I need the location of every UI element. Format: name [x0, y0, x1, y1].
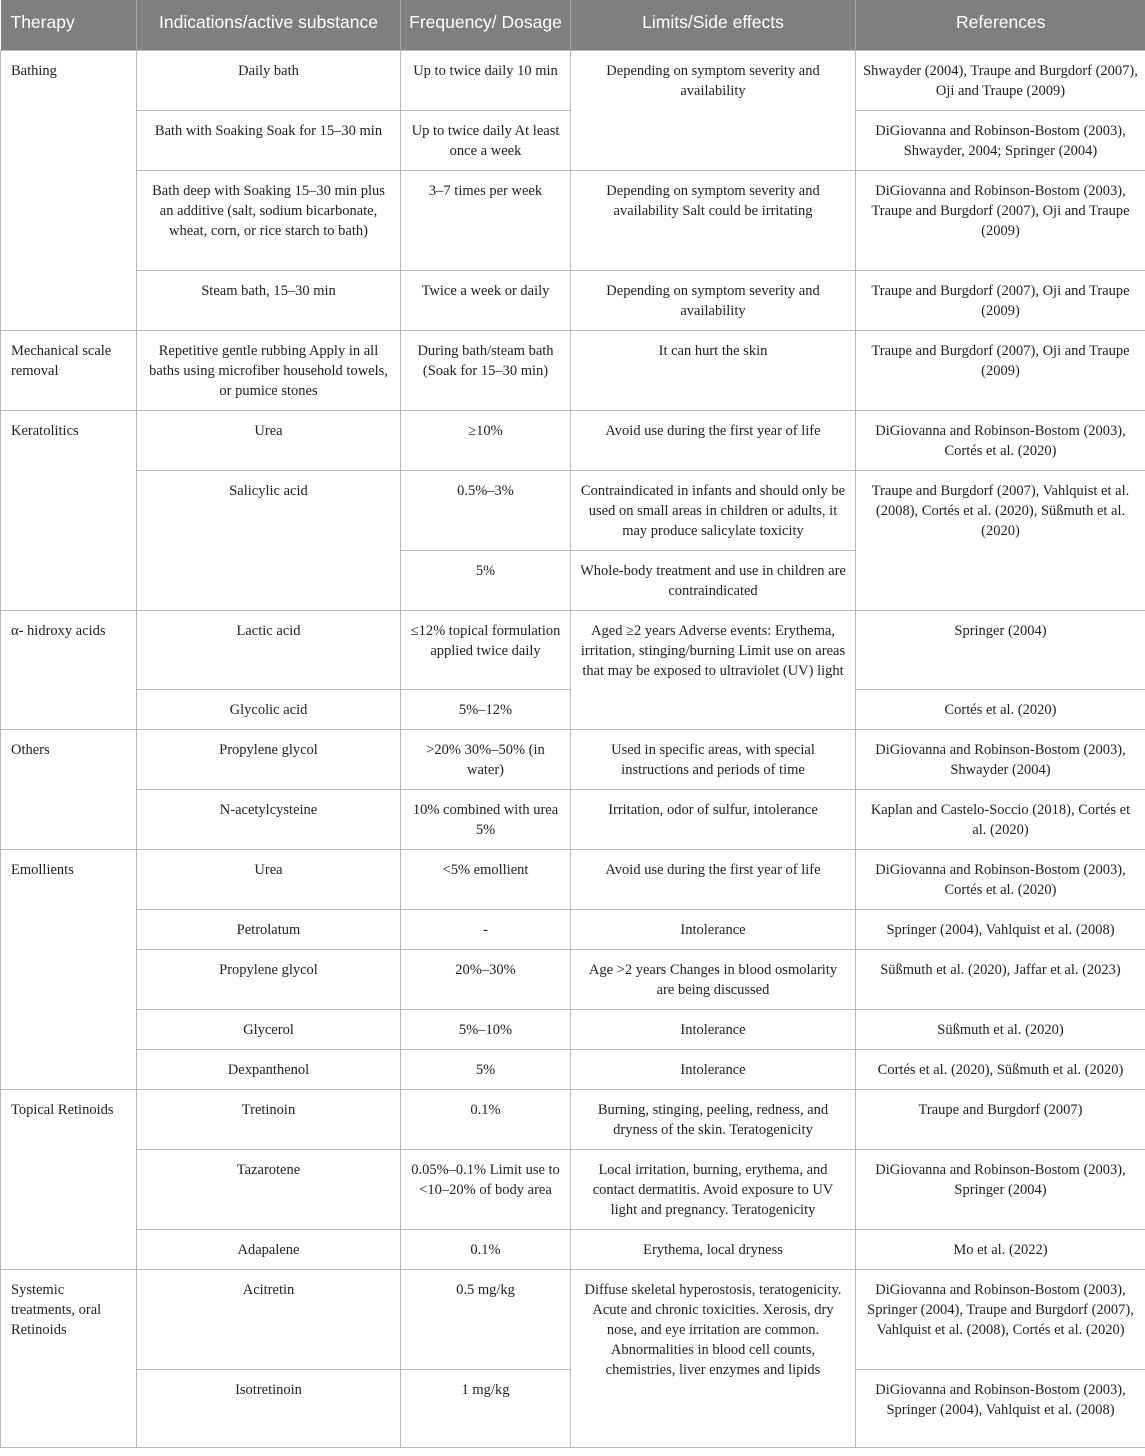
- references-cell: Springer (2004), Vahlquist et al. (2008): [856, 909, 1145, 949]
- therapy-cell: Emollients: [1, 849, 137, 1089]
- table-row: [1, 50, 1145, 110]
- table-row: [1, 330, 1145, 410]
- limits-cell: Intolerance: [571, 1049, 856, 1089]
- table-row: [1, 1009, 1145, 1049]
- limits-cell: Age >2 years Changes in blood osmolarity are being discussed: [571, 949, 856, 1009]
- table-row: [1, 470, 1145, 550]
- table-row: [1, 789, 1145, 849]
- therapy-cell: α- hidroxy acids: [1, 610, 137, 729]
- dosage-cell: During bath/steam bath (Soak for 15–30 min): [401, 330, 571, 410]
- table-row: [1, 410, 1145, 470]
- table-row: [1, 849, 1145, 909]
- table-row: [1, 1229, 1145, 1269]
- dosage-cell: 0.5 mg/kg: [401, 1269, 571, 1369]
- therapy-cell: Topical Retinoids: [1, 1089, 137, 1269]
- table-row: [1, 729, 1145, 789]
- dosage-cell: ≤12% topical formulation applied twice daily: [401, 610, 571, 689]
- dosage-cell: 5%–10%: [401, 1009, 571, 1049]
- dosage-cell: 5%–12%: [401, 689, 571, 729]
- dosage-cell: 5%: [401, 1049, 571, 1089]
- references-cell: DiGiovanna and Robinson-Bostom (2003), Traupe and Burgdorf (2007), Oji and Traupe (2009): [856, 170, 1145, 270]
- limits-cell: Contraindicated in infants and should only be used on small areas in children or adults, it may produce salicylate toxicity: [571, 470, 856, 550]
- therapy-cell: Mechanical scale removal: [1, 330, 137, 410]
- references-cell: DiGiovanna and Robinson-Bostom (2003), Springer (2004): [856, 1149, 1145, 1229]
- indication-cell: Urea: [137, 849, 401, 909]
- references-cell: Cortés et al. (2020), Süßmuth et al. (2020): [856, 1049, 1145, 1089]
- references-cell: Mo et al. (2022): [856, 1229, 1145, 1269]
- therapy-cell: Keratolitics: [1, 410, 137, 610]
- references-cell: DiGiovanna and Robinson-Bostom (2003), Shwayder, 2004; Springer (2004): [856, 110, 1145, 170]
- indication-cell: Tazarotene: [137, 1149, 401, 1229]
- dosage-cell: 0.1%: [401, 1229, 571, 1269]
- table-row: [1, 1089, 1145, 1149]
- header-therapy: Therapy: [1, 0, 137, 50]
- header-references: References: [856, 0, 1145, 50]
- dosage-cell: -: [401, 909, 571, 949]
- therapy-cell: Systemic treatments, oral Retinoids: [1, 1269, 137, 1447]
- limits-cell: Avoid use during the first year of life: [571, 849, 856, 909]
- indication-cell: Isotretinoin: [137, 1369, 401, 1447]
- limits-cell: Intolerance: [571, 1009, 856, 1049]
- references-cell: Shwayder (2004), Traupe and Burgdorf (2007), Oji and Traupe (2009): [856, 50, 1145, 110]
- references-cell: Springer (2004): [856, 610, 1145, 689]
- references-cell: DiGiovanna and Robinson-Bostom (2003), Springer (2004), Vahlquist et al. (2008): [856, 1369, 1145, 1447]
- therapy-cell: Bathing: [1, 50, 137, 330]
- limits-cell: Avoid use during the first year of life: [571, 410, 856, 470]
- indication-cell: Lactic acid: [137, 610, 401, 689]
- dosage-cell: Twice a week or daily: [401, 270, 571, 330]
- table-row: [1, 170, 1145, 270]
- indication-cell: Glycolic acid: [137, 689, 401, 729]
- limits-cell: Depending on symptom severity and availability: [571, 270, 856, 330]
- table-row: [1, 270, 1145, 330]
- dosage-cell: 10% combined with urea 5%: [401, 789, 571, 849]
- indication-cell: Daily bath: [137, 50, 401, 110]
- indication-cell: Propylene glycol: [137, 949, 401, 1009]
- limits-cell: Local irritation, burning, erythema, and contact dermatitis. Avoid exposure to UV light and pregnancy. Teratogenicity: [571, 1149, 856, 1229]
- table-row: [1, 610, 1145, 689]
- dosage-cell: 1 mg/kg: [401, 1369, 571, 1447]
- indication-cell: Repetitive gentle rubbing Apply in all baths using microfiber household towels, or pumice stones: [137, 330, 401, 410]
- table-row: [1, 1149, 1145, 1229]
- header-dosage: Frequency/ Dosage: [401, 0, 571, 50]
- limits-cell: Burning, stinging, peeling, redness, and dryness of the skin. Teratogenicity: [571, 1089, 856, 1149]
- indication-cell: Tretinoin: [137, 1089, 401, 1149]
- limits-cell: Depending on symptom severity and availability: [571, 50, 856, 170]
- table-row: [1, 1049, 1145, 1089]
- indication-cell: Acitretin: [137, 1269, 401, 1369]
- indication-cell: Salicylic acid: [137, 470, 401, 610]
- dosage-cell: 5%: [401, 550, 571, 610]
- indication-cell: N-acetylcysteine: [137, 789, 401, 849]
- table-row: [1, 1269, 1145, 1369]
- indication-cell: Petrolatum: [137, 909, 401, 949]
- header-limits: Limits/Side effects: [571, 0, 856, 50]
- references-cell: Traupe and Burgdorf (2007), Oji and Traupe (2009): [856, 330, 1145, 410]
- limits-cell: Diffuse skeletal hyperostosis, teratogenicity. Acute and chronic toxicities. Xerosis, dry nose, and eye irritation are common. Abnormalities in blood cell counts, chemistries, liver enzymes and lipids: [571, 1269, 856, 1447]
- references-cell: DiGiovanna and Robinson-Bostom (2003), Cortés et al. (2020): [856, 849, 1145, 909]
- therapy-cell: Others: [1, 729, 137, 849]
- dosage-cell: 3–7 times per week: [401, 170, 571, 270]
- limits-cell: Intolerance: [571, 909, 856, 949]
- header-indications: Indications/active substance: [137, 0, 401, 50]
- limits-cell: It can hurt the skin: [571, 330, 856, 410]
- references-cell: Süßmuth et al. (2020): [856, 1009, 1145, 1049]
- dosage-cell: 20%–30%: [401, 949, 571, 1009]
- references-cell: Traupe and Burgdorf (2007): [856, 1089, 1145, 1149]
- indication-cell: Bath with Soaking Soak for 15–30 min: [137, 110, 401, 170]
- indication-cell: Urea: [137, 410, 401, 470]
- limits-cell: Used in specific areas, with special instructions and periods of time: [571, 729, 856, 789]
- table-header-row: [1, 0, 1145, 50]
- limits-cell: Whole-body treatment and use in children are contraindicated: [571, 550, 856, 610]
- references-cell: Kaplan and Castelo-Soccio (2018), Cortés et al. (2020): [856, 789, 1145, 849]
- indication-cell: Bath deep with Soaking 15–30 min plus an additive (salt, sodium bicarbonate, wheat, corn, or rice starch to bath): [137, 170, 401, 270]
- table-row: [1, 909, 1145, 949]
- references-cell: Süßmuth et al. (2020), Jaffar et al. (2023): [856, 949, 1145, 1009]
- dosage-cell: ≥10%: [401, 410, 571, 470]
- indication-cell: Adapalene: [137, 1229, 401, 1269]
- indication-cell: Propylene glycol: [137, 729, 401, 789]
- dosage-cell: Up to twice daily 10 min: [401, 50, 571, 110]
- table-row: [1, 949, 1145, 1009]
- dosage-cell: 0.5%–3%: [401, 470, 571, 550]
- limits-cell: Depending on symptom severity and availability Salt could be irritating: [571, 170, 856, 270]
- dosage-cell: >20% 30%–50% (in water): [401, 729, 571, 789]
- references-cell: Traupe and Burgdorf (2007), Oji and Traupe (2009): [856, 270, 1145, 330]
- limits-cell: Aged ≥2 years Adverse events: Erythema, irritation, stinging/burning Limit use on areas that may be exposed to ultraviolet (UV) light: [571, 610, 856, 729]
- references-cell: DiGiovanna and Robinson-Bostom (2003), Cortés et al. (2020): [856, 410, 1145, 470]
- dosage-cell: 0.1%: [401, 1089, 571, 1149]
- limits-cell: Irritation, odor of sulfur, intolerance: [571, 789, 856, 849]
- references-cell: Traupe and Burgdorf (2007), Vahlquist et al. (2008), Cortés et al. (2020), Süßmuth et al. (2020): [856, 470, 1145, 610]
- indication-cell: Glycerol: [137, 1009, 401, 1049]
- references-cell: DiGiovanna and Robinson-Bostom (2003), Springer (2004), Traupe and Burgdorf (2007), Vahlquist et al. (2008), Cortés et al. (2020): [856, 1269, 1145, 1369]
- indication-cell: Steam bath, 15–30 min: [137, 270, 401, 330]
- dosage-cell: 0.05%–0.1% Limit use to <10–20% of body area: [401, 1149, 571, 1229]
- references-cell: DiGiovanna and Robinson-Bostom (2003), Shwayder (2004): [856, 729, 1145, 789]
- indication-cell: Dexpanthenol: [137, 1049, 401, 1089]
- dosage-cell: <5% emollient: [401, 849, 571, 909]
- dosage-cell: Up to twice daily At least once a week: [401, 110, 571, 170]
- references-cell: Cortés et al. (2020): [856, 689, 1145, 729]
- limits-cell: Erythema, local dryness: [571, 1229, 856, 1269]
